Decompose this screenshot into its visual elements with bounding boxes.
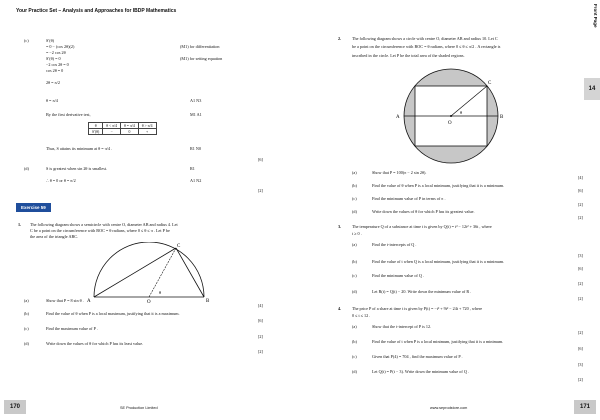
a1-n3: A1 N3 — [190, 98, 202, 103]
exercise-badge: Exercise 59 — [16, 203, 51, 212]
q4-text-line: 0 ≤ t ≤ 12 . — [352, 313, 371, 318]
q1-part-d-text: Write down the values of θ for which P has its least value. — [46, 341, 144, 346]
q4-part-b-label: (b) — [352, 339, 357, 344]
q3-text-line: The temperature Q of a substance at time t is given by Q(t) = t³ − 12t² + 36t , where — [352, 224, 492, 229]
right-page — [300, 0, 600, 420]
q3-part-d-label: (d) — [352, 289, 357, 294]
c-line-6: 2θ = π/2 — [46, 80, 60, 85]
page-header-title: Your Practice Set – Analysis and Approaches for IBDP Mathematics — [16, 8, 177, 14]
m1-differentiation: (M1) for differentiation — [180, 44, 220, 49]
q1-part-c-label: (c) — [24, 326, 29, 331]
q1-text-line: C be a point on the circumference with BOC = θ radians, where 0 ≤ θ ≤ π . Let P be — [30, 228, 170, 233]
m1-setting-equation: (M1) for setting equation — [180, 56, 223, 61]
sign-cell: θ > π/4 — [138, 123, 156, 129]
q2-part-d-mark: [2] — [578, 215, 583, 220]
label-a: A — [87, 299, 91, 304]
q4-part-d-mark: [2] — [578, 377, 583, 382]
c-line-4: −2 cos 2θ = 0 — [46, 62, 69, 67]
q4-text-line: The price P of a share at time t is given by P(t) = −t³ + 9t² − 24t + 720 , where — [352, 306, 483, 311]
part-d-label: (d) — [24, 166, 29, 171]
q2-part-c-mark: [2] — [578, 202, 583, 207]
q1-text-line: The following diagram shows a semicircle with centre O, diameter AB and radius 4. Let — [30, 222, 178, 227]
q3-part-c-text: Find the minimum value of Q . — [372, 273, 424, 278]
q3-part-a-label: (a) — [352, 242, 357, 247]
label-o: O — [448, 121, 452, 126]
q1-part-b-mark: [6] — [258, 318, 263, 323]
q4-part-a-label: (a) — [352, 324, 357, 329]
sign-table-row-derivative — [89, 129, 157, 135]
q4-part-a-mark: [2] — [578, 330, 583, 335]
sign-cell: θ < π/4 — [103, 123, 121, 129]
semicircle-arc — [94, 242, 204, 297]
q4-part-c-text: Given that P(4) = 704 , find the maximum value of P . — [372, 354, 463, 359]
c-line-2: = −2 cos 2θ — [46, 50, 66, 55]
q2-part-c-label: (c) — [352, 196, 357, 201]
q3-text-line: t ≥ 0 . — [352, 231, 362, 236]
c-line-1: = 0 − (cos 2θ)(2) — [46, 44, 75, 49]
q1-part-a-label: (a) — [24, 298, 29, 303]
c-line-5: cos 2θ = 0 — [46, 68, 64, 73]
c-line-0: S′(θ) — [46, 38, 55, 43]
q3-part-a-mark: [3] — [578, 253, 583, 258]
q4-part-a-text: Show that the t-intercept of P is 12. — [372, 324, 432, 329]
q2-part-a-label: (a) — [352, 170, 357, 175]
d-a1-n2: A1 N2 — [190, 178, 202, 183]
q3-part-c-label: (c) — [352, 273, 357, 278]
label-c: C — [177, 244, 181, 249]
sign-cell: 0 — [121, 129, 139, 135]
semicircle-diagram — [84, 242, 214, 304]
q1-part-a-mark: [4] — [258, 303, 263, 308]
mark-2: [2] — [258, 188, 263, 193]
centre-point — [450, 115, 452, 117]
q1-part-b-text: Find the value of θ when P is a local maximum, justifying that it is a maximum. — [46, 311, 180, 316]
chord-bc — [176, 248, 204, 297]
thus-minimum: Thus, S attains its minimum at θ = π/4 . — [46, 146, 113, 151]
c-line-7: θ = π/4 — [46, 98, 58, 103]
q2-text-line: inscribed in the circle. Let P be the total area of the shaded regions. — [352, 53, 465, 58]
sign-table — [88, 122, 157, 135]
part-c-label: (c) — [24, 38, 29, 43]
q3-part-b-text: Find the value of t when Q is a local minimum, justifying that it is a minimum. — [372, 259, 505, 264]
d-line-1: S is greatest when sin 2θ is smallest. — [46, 166, 108, 171]
q2-part-a-text: Show that P = 100(π − 2 sin 2θ). — [372, 170, 427, 175]
q3-part-a-text: Find the t-intercepts of Q . — [372, 242, 417, 247]
c-line-8: By the first derivative test, — [46, 112, 91, 117]
q3-part-b-label: (b) — [352, 259, 357, 264]
q3-number: 3. — [338, 224, 342, 229]
d-r1: R1 — [190, 166, 195, 171]
q4-part-b-mark: [6] — [578, 346, 583, 351]
sign-cell: − — [103, 129, 121, 135]
c-line-3: S′(θ) = 0 — [46, 56, 61, 61]
radius-oc — [149, 248, 176, 297]
q1-part-a-text: Show that P = 8 sin θ . — [46, 298, 84, 303]
q4-number: 4. — [338, 306, 342, 311]
q2-text-line: be a point on the circumference with BOC = θ radians, where 0 ≤ θ ≤ π/2 . A rectangle is — [352, 44, 501, 49]
q4-part-b-text: Find the value of t when P is a local minimum, justifying that it is a minimum. — [372, 339, 504, 344]
q2-part-b-label: (b) — [352, 183, 357, 188]
q1-number: 1. — [18, 222, 22, 227]
label-b: B — [500, 115, 504, 120]
page-number-left: 170 — [4, 400, 26, 414]
chapter-tab: 14 — [584, 78, 600, 100]
q4-part-c-mark: [3] — [578, 362, 583, 367]
q2-text-line: The following diagram shows a circle with centre O, diameter AB and radius 10. Let C — [352, 36, 498, 41]
q3-part-c-mark: [2] — [578, 281, 583, 286]
q1-part-d-mark: [2] — [258, 349, 263, 354]
q2-part-d-label: (d) — [352, 209, 357, 214]
label-o: O — [147, 300, 151, 304]
q2-part-c-text: Find the minimum value of P in terms of π . — [372, 196, 446, 201]
q3-part-b-mark: [6] — [578, 266, 583, 271]
q3-part-d-mark: [2] — [578, 296, 583, 301]
q2-part-a-mark: [4] — [578, 175, 583, 180]
q3-part-d-text: Let R(t) = Q(t) − 20. Write down the minimum value of R . — [372, 289, 472, 294]
r1-n0: R1 N0 — [190, 146, 202, 151]
sign-cell: θ — [89, 123, 103, 129]
footer-right: www.seprodstore.com — [430, 406, 468, 410]
q1-part-b-label: (b) — [24, 311, 29, 316]
footer-left: SE Production Limited — [120, 406, 158, 410]
label-b: B — [206, 299, 210, 304]
q2-number: 2. — [338, 36, 342, 41]
sign-cell: S′(θ) — [89, 129, 103, 135]
q1-text-line: the area of the triangle ABC. — [30, 234, 79, 239]
label-a: A — [396, 115, 400, 120]
q2-part-d-text: Write down the values of θ for which P has its greatest value. — [372, 209, 475, 214]
label-c: C — [488, 81, 492, 86]
label-theta: θ — [460, 110, 463, 115]
q1-part-d-label: (d) — [24, 341, 29, 346]
side-label: Front Page — [593, 4, 598, 28]
q1-part-c-text: Find the maximum value of P . — [46, 326, 98, 331]
sign-cell: θ = π/4 — [121, 123, 139, 129]
page-number-right: 171 — [574, 400, 596, 414]
chord-ac — [94, 248, 176, 297]
d-line-2: ∴ θ = 0 or θ = π/2 — [46, 178, 76, 183]
q4-part-c-label: (c) — [352, 354, 357, 359]
q2-part-b-mark: [6] — [578, 188, 583, 193]
q1-part-c-mark: [2] — [258, 334, 263, 339]
q2-part-b-text: Find the value of θ when P is a local minimum, justifying that it is a minimum. — [372, 183, 505, 188]
label-theta: θ — [159, 290, 162, 295]
q4-part-d-text: Let Q(t) = P(t − 3). Write down the minimum value of Q . — [372, 369, 469, 374]
sign-cell: + — [138, 129, 156, 135]
m1-a1: M1 A1 — [190, 112, 202, 117]
q4-part-d-label: (d) — [352, 369, 357, 374]
mark-6: [6] — [258, 157, 263, 162]
circle-rectangle-diagram — [396, 64, 506, 169]
